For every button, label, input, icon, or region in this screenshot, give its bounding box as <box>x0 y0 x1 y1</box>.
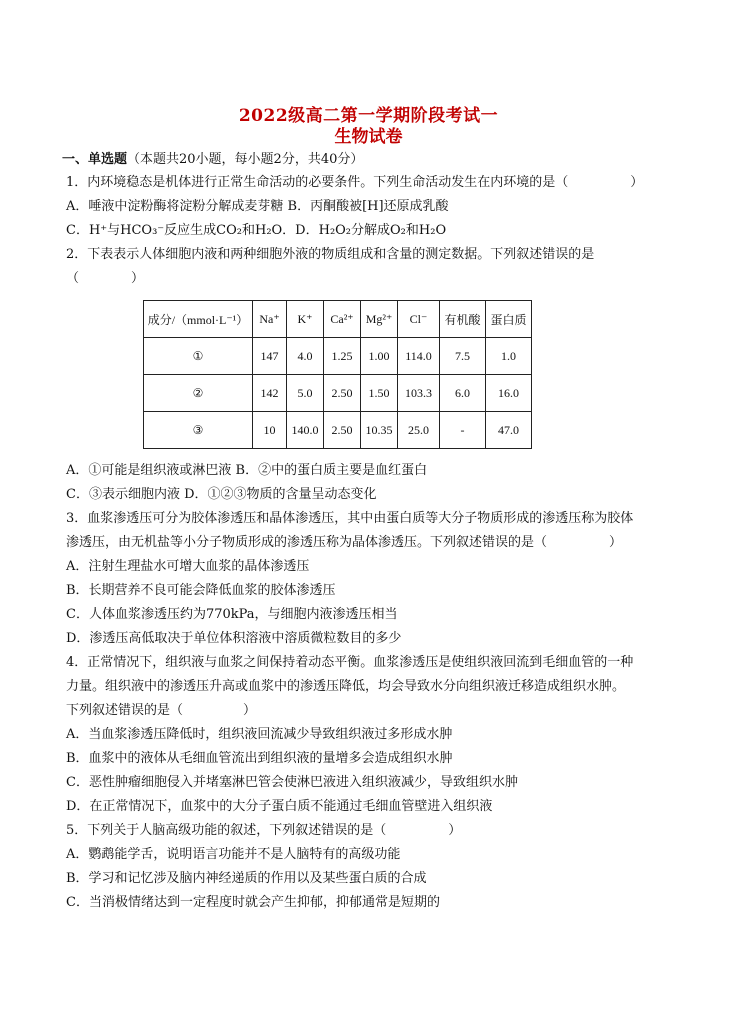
section-note: （本题共20小题，每小题2分，共40分） <box>127 152 364 167</box>
q4-stem-line2: 力量。组织液中的渗透压升高或血浆中的渗透压降低，均会导致水分向组织液迁移造成组织水肿。 <box>66 679 626 694</box>
table-header-cell: Ca²⁺ <box>324 301 361 338</box>
table-cell: 10.35 <box>361 412 398 449</box>
q4-option-d: D．在正常情况下，血浆中的大分子蛋白质不能通过毛细血管壁进入组织液 <box>66 799 493 814</box>
table-cell: 1.25 <box>324 338 361 375</box>
table-header-row <box>144 301 532 338</box>
q4-option-c: C．恶性肿瘤细胞侵入并堵塞淋巴管会使淋巴液进入组织液减少，导致组织水肿 <box>66 775 518 790</box>
q1-options-ab: A．唾液中淀粉酶将淀粉分解成麦芽糖 B．丙酮酸被[H]还原成乳酸 <box>66 199 449 214</box>
q5-option-b: B．学习和记忆涉及脑内神经递质的作用以及某些蛋白质的合成 <box>66 871 427 886</box>
q5-option-a: A．鹦鹉能学舌，说明语言功能并不是人脑特有的高级功能 <box>66 847 401 862</box>
table-cell: 1.00 <box>361 338 398 375</box>
q3-option-b: B．长期营养不良可能会降低血浆的胶体渗透压 <box>66 583 336 598</box>
exam-title: 2022级高二第一学期阶段考试一 <box>238 106 499 126</box>
table-row <box>144 412 532 449</box>
table-header-cell: 成分/（mmol·L⁻¹） <box>144 301 253 338</box>
composition-table <box>143 300 532 449</box>
table-cell: 1.0 <box>486 338 532 375</box>
table-cell: 47.0 <box>486 412 532 449</box>
q3-option-c: C．人体血浆渗透压约为770kPa，与细胞内液渗透压相当 <box>66 607 398 622</box>
q3-option-a: A．注射生理盐水可增大血浆的晶体渗透压 <box>66 559 310 574</box>
table-row <box>144 375 532 412</box>
table-cell: 140.0 <box>287 412 324 449</box>
table-cell: 7.5 <box>440 338 486 375</box>
q4-stem-line1: 4．正常情况下，组织液与血浆之间保持着动态平衡。血浆渗透压是使组织液回流到毛细血管的一种 <box>66 655 634 670</box>
q1-stem: 1．内环境稳态是机体进行正常生命活动的必要条件。下列生命活动发生在内环境的是（ ） <box>66 175 644 190</box>
q4-stem-line3: 下列叙述错误的是（ ） <box>66 703 257 718</box>
table-header-cell: Na⁺ <box>253 301 287 338</box>
table-cell: ② <box>144 375 253 412</box>
table-cell: 4.0 <box>287 338 324 375</box>
table-row <box>144 338 532 375</box>
q5-option-c: C．当消极情绪达到一定程度时就会产生抑郁，抑郁通常是短期的 <box>66 895 440 910</box>
table-cell: 103.3 <box>398 375 440 412</box>
table-header-cell: K⁺ <box>287 301 324 338</box>
table-header-cell: Mg²⁺ <box>361 301 398 338</box>
table-cell: 2.50 <box>324 412 361 449</box>
table-cell: 10 <box>253 412 287 449</box>
table-header-cell: Cl⁻ <box>398 301 440 338</box>
q2-options-ab: A．①可能是组织液或淋巴液 B．②中的蛋白质主要是血红蛋白 <box>66 463 428 478</box>
q3-option-d: D．渗透压高低取决于单位体积溶液中溶质微粒数目的多少 <box>66 631 402 646</box>
table-cell: 2.50 <box>324 375 361 412</box>
q4-option-b: B．血浆中的液体从毛细血管流出到组织液的量增多会造成组织水肿 <box>66 751 453 766</box>
table-cell: ③ <box>144 412 253 449</box>
q4-option-a: A．当血浆渗透压降低时，组织液回流减少导致组织液过多形成水肿 <box>66 727 453 742</box>
table-header-cell: 有机酸 <box>440 301 486 338</box>
table-cell: 5.0 <box>287 375 324 412</box>
table-cell: 1.50 <box>361 375 398 412</box>
table-cell: ① <box>144 338 253 375</box>
table-cell: 142 <box>253 375 287 412</box>
q3-stem-line1: 3．血浆渗透压可分为胶体渗透压和晶体渗透压，其中由蛋白质等大分子物质形成的渗透压称为胶体 <box>66 511 634 526</box>
exam-subtitle: 生物试卷 <box>334 127 403 147</box>
table-cell: 114.0 <box>398 338 440 375</box>
table-cell: 6.0 <box>440 375 486 412</box>
q5-stem: 5．下列关于人脑高级功能的叙述，下列叙述错误的是（ ） <box>66 823 462 838</box>
table-cell: 147 <box>253 338 287 375</box>
table-cell: 16.0 <box>486 375 532 412</box>
section-heading <box>62 151 363 169</box>
table-cell: - <box>440 412 486 449</box>
q3-stem-line2: 渗透压，由无机盐等小分子物质形成的渗透压称为晶体渗透压。下列叙述错误的是（ ） <box>66 535 623 550</box>
table-cell: 25.0 <box>398 412 440 449</box>
table-header-cell: 蛋白质 <box>486 301 532 338</box>
q2-stem: 2．下表表示人体细胞内液和两种细胞外液的物质组成和含量的测定数据。下列叙述错误的是 <box>66 247 595 262</box>
section-title: 一、单选题 <box>62 152 128 167</box>
q2-paren: （ ） <box>66 271 145 286</box>
q1-options-cd: C．H⁺与HCO₃⁻反应生成CO₂和H₂O．D．H₂O₂分解成O₂和H₂O <box>66 223 447 238</box>
q2-options-cd: C．③表示细胞内液 D．①②③物质的含量呈动态变化 <box>66 487 377 502</box>
